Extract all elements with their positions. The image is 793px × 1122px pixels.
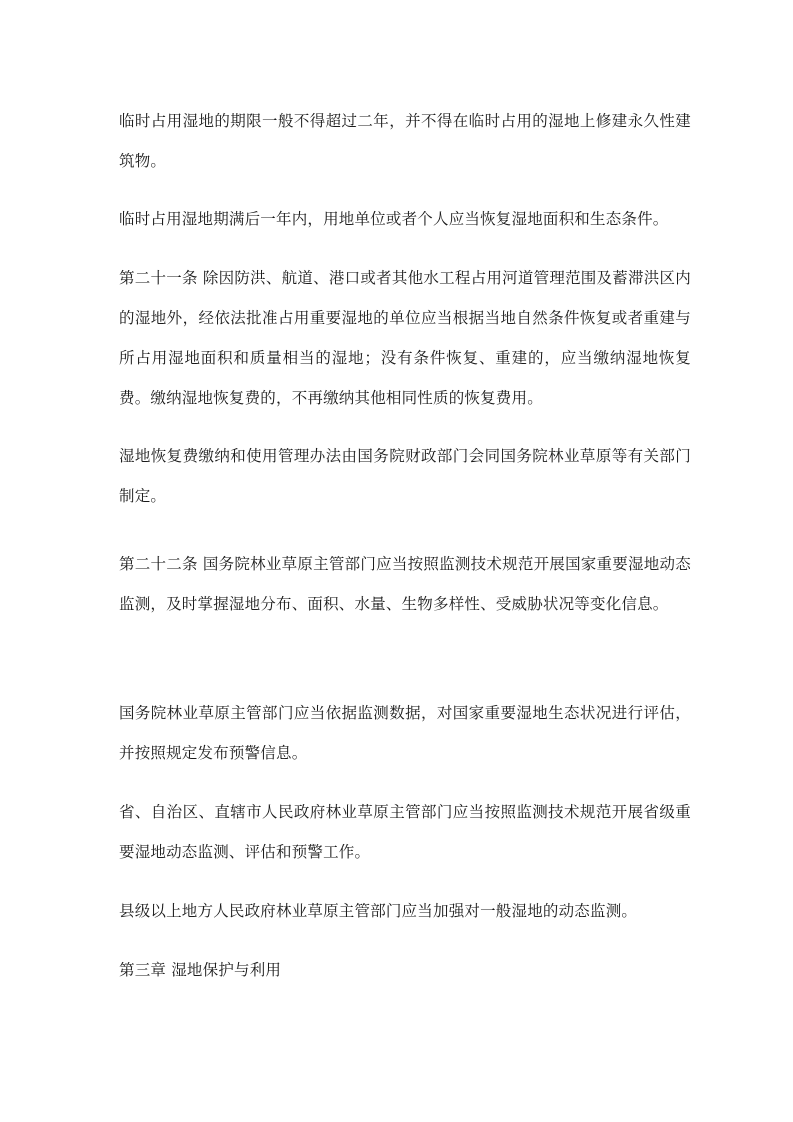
paragraph-article-22: 第二十二条 国务院林业草原主管部门应当按照监测技术规范开展国家重要湿地动态监测，及时掌握湿地分布、面积、水量、生物多样性、受威胁状况等变化信息。 bbox=[119, 555, 691, 613]
paragraph-6: 国务院林业草原主管部门应当依据监测数据，对国家重要湿地生态状况进行评估，并按照规定发布预警信息。 bbox=[119, 704, 691, 762]
paragraph-4: 湿地恢复费缴纳和使用管理办法由国务院财政部门会同国务院林业草原等有关部门制定。 bbox=[119, 447, 691, 505]
paragraph-2: 临时占用湿地期满后一年内，用地单位或者个人应当恢复湿地面积和生态条件。 bbox=[119, 210, 669, 228]
paragraph-article-21: 第二十一条 除因防洪、航道、港口或者其他水工程占用河道管理范围及蓄滞洪区内的湿地外，经依法批准占用重要湿地的单位应当根据当地自然条件恢复或者重建与所占用湿地面积和质量相当的湿地；没有条件恢复、重建的，应当缴纳湿地恢复费。缴纳湿地恢复费的，不再缴纳其他相同性质的恢复费用。 bbox=[119, 269, 691, 407]
paragraph-1: 临时占用湿地的期限一般不得超过二年，并不得在临时占用的湿地上修建永久性建筑物。 bbox=[119, 112, 691, 170]
paragraph-8: 县级以上地方人民政府林业草原主管部门应当加强对一般湿地的动态监测。 bbox=[119, 902, 638, 920]
paragraph-7: 省、自治区、直辖市人民政府林业草原主管部门应当按照监测技术规范开展省级重要湿地动态监测、评估和预警工作。 bbox=[119, 803, 691, 861]
chapter-3-heading: 第三章 湿地保护与利用 bbox=[119, 961, 282, 979]
